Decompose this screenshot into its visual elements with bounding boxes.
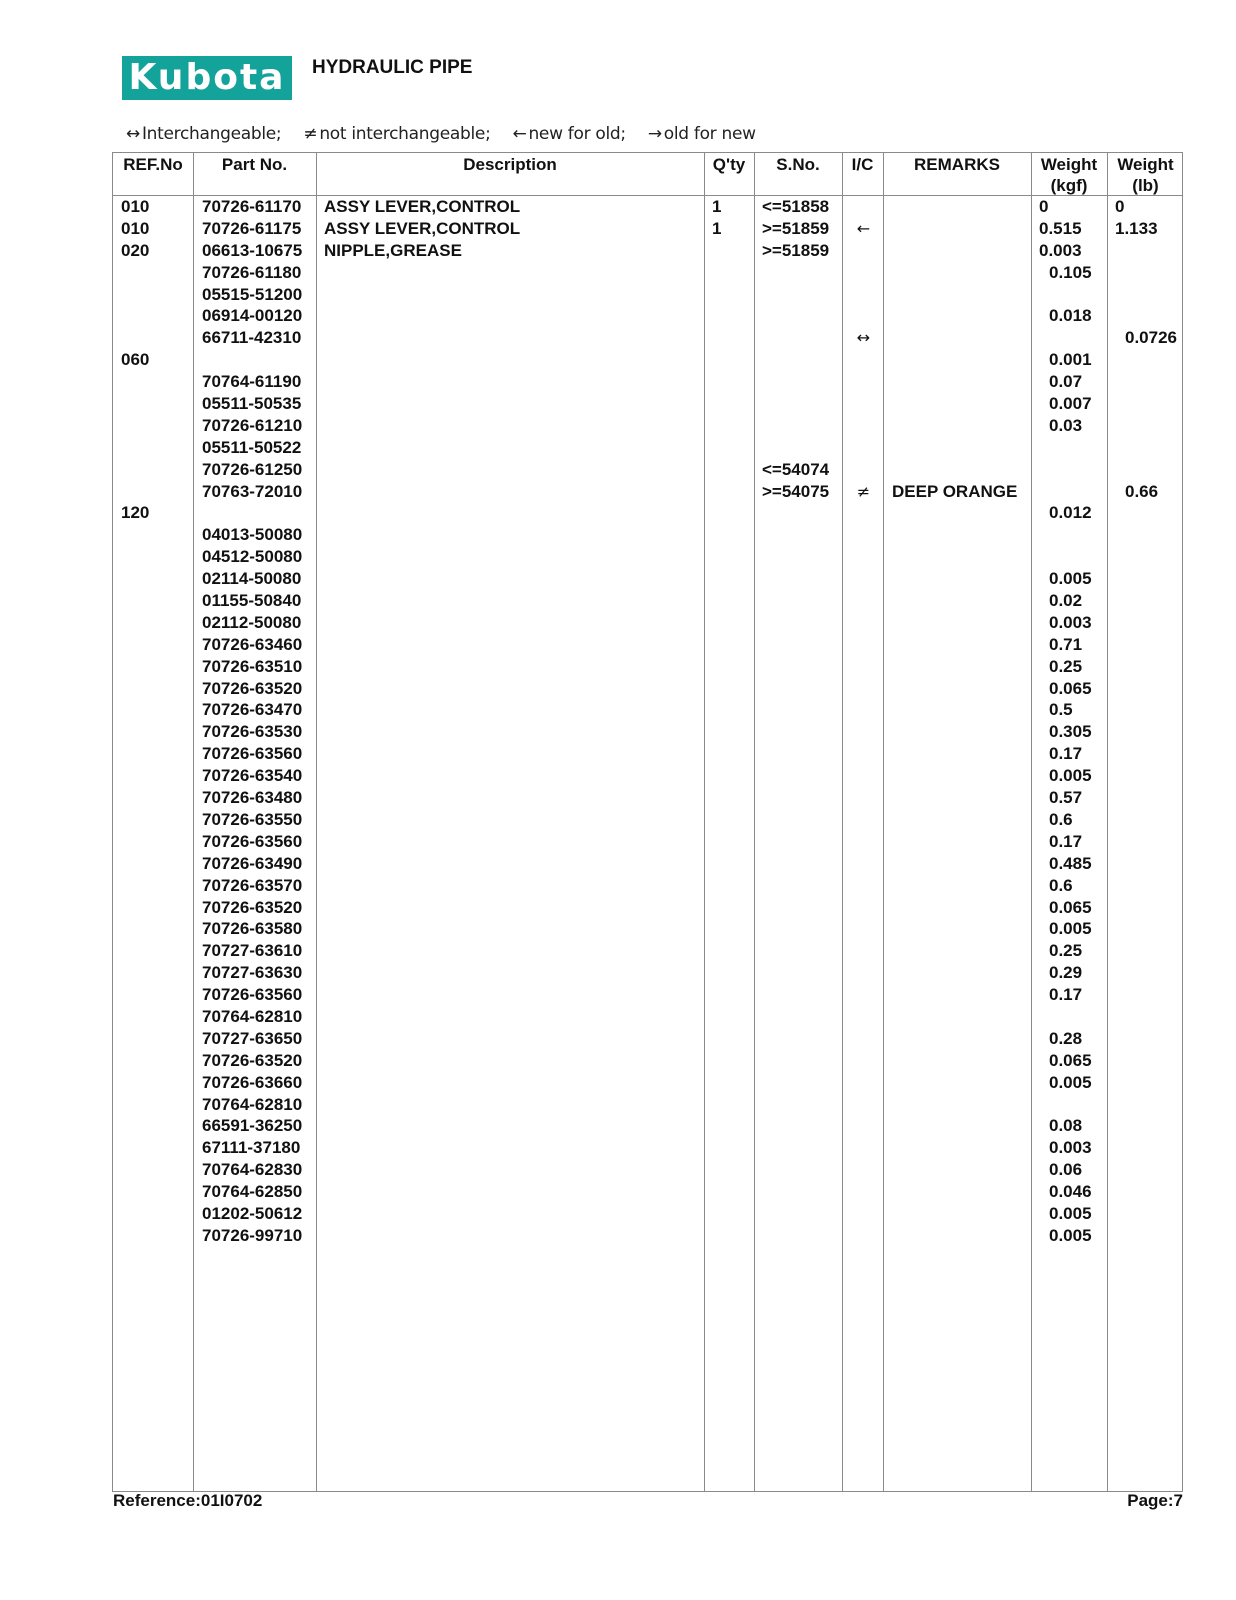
part-number-cell: 70726-63460	[202, 634, 303, 654]
table-row	[113, 743, 1182, 765]
table-row	[113, 897, 1182, 919]
logo-text: Kubota	[128, 57, 286, 98]
header-weight-label: Weight	[1117, 155, 1174, 174]
description-cell: NIPPLE,GREASE	[324, 240, 462, 260]
weight-kgf-cell: 0.305	[1049, 722, 1092, 742]
part-number-cell: 70726-61180	[202, 262, 302, 282]
table-body	[113, 196, 1182, 1247]
part-number-cell: 70726-63540	[202, 766, 303, 786]
header-qty: Q'ty	[712, 155, 746, 174]
weight-kgf-cell: 0.5	[1049, 700, 1073, 720]
header-sno: S.No.	[776, 155, 820, 174]
table-row	[113, 1159, 1182, 1181]
header-description: Description	[463, 155, 557, 174]
table-row	[113, 546, 1182, 568]
weight-kgf-cell: 0.57	[1049, 788, 1083, 808]
table-row	[113, 218, 1182, 240]
table-row	[113, 809, 1182, 831]
weight-kgf-cell: 0.6	[1049, 875, 1073, 895]
part-number-cell: 01202-50612	[202, 1203, 303, 1223]
table-row	[113, 524, 1182, 546]
table-row	[113, 1181, 1182, 1203]
legend-item-old-for-new	[648, 124, 756, 144]
part-number-cell: 66711-42310	[202, 328, 302, 348]
weight-lb-cell: 1.133	[1115, 218, 1158, 238]
weight-kgf-cell: 0.018	[1049, 306, 1092, 326]
part-number-cell: 70726-63520	[202, 678, 303, 698]
part-number-cell: 70726-61170	[202, 197, 302, 216]
header-weight-kgf	[1031, 154, 1107, 196]
weight-lb-cell: 0	[1115, 197, 1125, 216]
weight-kgf-cell: 0.065	[1049, 1050, 1092, 1070]
table-row	[113, 1050, 1182, 1072]
table-row	[113, 787, 1182, 809]
part-number-cell: 66591-36250	[202, 1116, 303, 1136]
part-number-cell: 70726-63560	[202, 744, 303, 764]
header-ref: REF.No	[123, 155, 183, 174]
part-number-cell: 70726-61175	[202, 218, 302, 238]
weight-kgf-cell: 0.001	[1049, 350, 1092, 370]
quantity-cell: 1	[712, 197, 722, 216]
weight-kgf-cell: 0.28	[1049, 1028, 1083, 1048]
part-number-cell: 70726-99710	[202, 1225, 303, 1245]
weight-kgf-cell: 0.003	[1049, 1138, 1092, 1158]
part-number-cell: 02112-50080	[202, 612, 302, 632]
interchange-cell: ↔	[856, 328, 871, 348]
part-number-cell: 04512-50080	[202, 547, 303, 567]
weight-kgf-cell: 0.005	[1049, 766, 1092, 786]
not-equal-icon: ≠	[303, 124, 318, 144]
part-number-cell: 70726-63520	[202, 897, 303, 917]
page-title: HYDRAULIC PIPE	[312, 57, 473, 78]
part-number-cell: 70727-63610	[202, 941, 303, 961]
legend-item-not-interchangeable	[303, 124, 490, 144]
interchange-cell: ≠	[856, 481, 871, 501]
part-number-cell: 70763-72010	[202, 481, 303, 501]
weight-kgf-cell: 0.25	[1049, 656, 1083, 676]
table-row	[113, 568, 1182, 590]
part-number-cell: 04013-50080	[202, 525, 303, 545]
description-cell: ASSY LEVER,CONTROL	[324, 218, 521, 238]
part-number-cell: 70764-62810	[202, 1094, 303, 1114]
weight-kgf-cell: 0.17	[1049, 831, 1083, 851]
part-number-cell: 70726-63550	[202, 809, 303, 829]
table-row	[113, 1115, 1182, 1137]
weight-kgf-cell: 0.29	[1049, 963, 1083, 983]
legend-label: old for new	[663, 124, 756, 144]
part-number-cell: 70764-62830	[202, 1160, 303, 1180]
part-number-cell: 06613-10675	[202, 240, 303, 260]
weight-kgf-cell: 0.105	[1049, 262, 1092, 282]
table-row	[113, 502, 1182, 524]
table-row	[113, 196, 1182, 218]
table-row	[113, 940, 1182, 962]
remarks-cell: DEEP ORANGE	[892, 481, 1018, 501]
interchange-cell: ←	[856, 218, 871, 238]
weight-kgf-cell: 0.08	[1049, 1116, 1083, 1136]
table-row	[113, 918, 1182, 940]
weight-kgf-cell: 0.065	[1049, 678, 1092, 698]
weight-kgf-cell: 0.005	[1049, 569, 1092, 589]
table-row	[113, 437, 1182, 459]
table-row	[113, 371, 1182, 393]
table-row	[113, 1072, 1182, 1094]
ref-cell: 010	[121, 197, 150, 216]
weight-kgf-cell: 0.005	[1049, 919, 1092, 939]
part-number-cell: 70726-63480	[202, 788, 303, 808]
weight-kgf-cell: 0.17	[1049, 744, 1083, 764]
table-row	[113, 284, 1182, 306]
weight-kgf-cell: 0.005	[1049, 1072, 1092, 1092]
weight-kgf-cell: 0.003	[1049, 612, 1092, 632]
table-row	[113, 875, 1182, 897]
table-row	[113, 853, 1182, 875]
page-number: Page:7	[1127, 1491, 1183, 1510]
table-row	[113, 240, 1182, 262]
table-row	[113, 262, 1182, 284]
weight-kgf-cell: 0.71	[1049, 634, 1083, 654]
part-number-cell: 70726-61210	[202, 415, 303, 435]
double-arrow-icon: ↔	[126, 124, 140, 144]
part-number-cell: 06914-00120	[202, 306, 303, 326]
weight-kgf-cell: 0.25	[1049, 941, 1083, 961]
ref-cell: 010	[121, 218, 150, 238]
part-number-cell: 70726-63520	[202, 1050, 303, 1070]
part-number-cell: 70726-63560	[202, 831, 303, 851]
table-row	[113, 1225, 1182, 1247]
weight-kgf-cell: 0.515	[1039, 218, 1082, 238]
weight-kgf-cell: 0.046	[1049, 1182, 1092, 1202]
reference-number: Reference:01I0702	[113, 1491, 263, 1510]
part-number-cell: 70726-63570	[202, 875, 303, 895]
weight-lb-cell: 0.66	[1125, 481, 1159, 501]
weight-kgf-cell: 0.012	[1049, 503, 1092, 523]
part-number-cell: 05511-50522	[202, 437, 302, 457]
table-row	[113, 327, 1182, 349]
weight-kgf-cell: 0.06	[1049, 1160, 1083, 1180]
legend-label: new for old;	[528, 124, 626, 144]
part-number-cell: 70764-62850	[202, 1182, 303, 1202]
header-remarks: REMARKS	[914, 155, 1000, 174]
table-row	[113, 634, 1182, 656]
description-cell: ASSY LEVER,CONTROL	[324, 197, 521, 216]
table-row	[113, 1028, 1182, 1050]
ref-cell: 020	[121, 240, 150, 260]
weight-kgf-cell: 0.007	[1049, 394, 1092, 414]
weight-kgf-cell: 0.6	[1049, 809, 1073, 829]
part-number-cell: 70727-63650	[202, 1028, 303, 1048]
ref-cell: 060	[121, 350, 150, 370]
table-row	[113, 305, 1182, 327]
weight-kgf-cell: 0.005	[1049, 1225, 1092, 1245]
weight-kgf-cell: 0.17	[1049, 985, 1083, 1005]
weight-kgf-cell: 0.005	[1049, 1203, 1092, 1223]
part-number-cell: 70726-63510	[202, 656, 303, 676]
table-row	[113, 349, 1182, 371]
weight-kgf-cell: 0.07	[1049, 372, 1083, 392]
part-number-cell: 70726-63580	[202, 919, 303, 939]
serial-number-cell: >=51859	[762, 218, 830, 238]
table-row	[113, 1006, 1182, 1028]
parts-table	[112, 152, 1183, 1492]
table-row	[113, 721, 1182, 743]
part-number-cell: 70764-62810	[202, 1006, 303, 1026]
header-ic: I/C	[851, 155, 874, 174]
part-number-cell: 70726-63560	[202, 985, 303, 1005]
serial-number-cell: >=51859	[762, 240, 830, 260]
serial-number-cell: <=54074	[762, 459, 830, 479]
header-weight-unit: (kgf)	[1050, 176, 1088, 195]
table-row	[113, 984, 1182, 1006]
table-row	[113, 415, 1182, 437]
table-row	[113, 1094, 1182, 1116]
part-number-cell: 01155-50840	[202, 591, 302, 611]
legend-label: Interchangeable;	[141, 124, 282, 144]
table-row	[113, 1203, 1182, 1225]
part-number-cell: 70726-63530	[202, 722, 303, 742]
serial-number-cell: >=54075	[762, 481, 830, 501]
table-row	[113, 393, 1182, 415]
table-row	[113, 612, 1182, 634]
serial-number-cell: <=51858	[762, 197, 830, 216]
header-weight-unit: (lb)	[1132, 176, 1159, 195]
header-weight-label: Weight	[1040, 155, 1098, 174]
weight-kgf-cell: 0	[1039, 197, 1049, 216]
part-number-cell: 70764-61190	[202, 372, 302, 392]
right-arrow-icon: →	[647, 124, 662, 144]
table-row	[113, 459, 1182, 481]
header-weight-lb	[1107, 154, 1184, 196]
table-row	[113, 656, 1182, 678]
table-row	[113, 699, 1182, 721]
part-number-cell: 70726-63490	[202, 853, 303, 873]
header-part-no: Part No.	[221, 155, 288, 174]
part-number-cell: 05511-50535	[202, 394, 302, 414]
table-row	[113, 765, 1182, 787]
legend-item-interchangeable	[126, 124, 281, 144]
weight-kgf-cell: 0.003	[1039, 240, 1082, 260]
table-row	[113, 831, 1182, 853]
ref-cell: 120	[121, 503, 150, 523]
quantity-cell: 1	[712, 218, 722, 238]
legend-label: not interchangeable;	[319, 124, 491, 144]
table-row	[113, 962, 1182, 984]
table-row	[113, 678, 1182, 700]
weight-kgf-cell: 0.03	[1049, 415, 1083, 435]
weight-kgf-cell: 0.02	[1049, 591, 1083, 611]
part-number-cell: 02114-50080	[202, 569, 302, 589]
weight-kgf-cell: 0.065	[1049, 897, 1092, 917]
part-number-cell: 70726-63660	[202, 1072, 303, 1092]
part-number-cell: 67111-37180	[202, 1138, 301, 1158]
table-row	[113, 1137, 1182, 1159]
left-arrow-icon: ←	[512, 124, 527, 144]
legend-item-new-for-old	[513, 124, 626, 144]
weight-kgf-cell: 0.485	[1049, 853, 1092, 873]
table-row	[113, 590, 1182, 612]
weight-lb-cell: 0.0726	[1125, 328, 1177, 348]
part-number-cell: 05515-51200	[202, 284, 303, 304]
part-number-cell: 70726-63470	[202, 700, 303, 720]
part-number-cell: 70727-63630	[202, 963, 303, 983]
kubota-logo	[122, 56, 292, 100]
table-row	[113, 481, 1182, 503]
legend	[126, 124, 756, 144]
part-number-cell: 70726-61250	[202, 459, 303, 479]
